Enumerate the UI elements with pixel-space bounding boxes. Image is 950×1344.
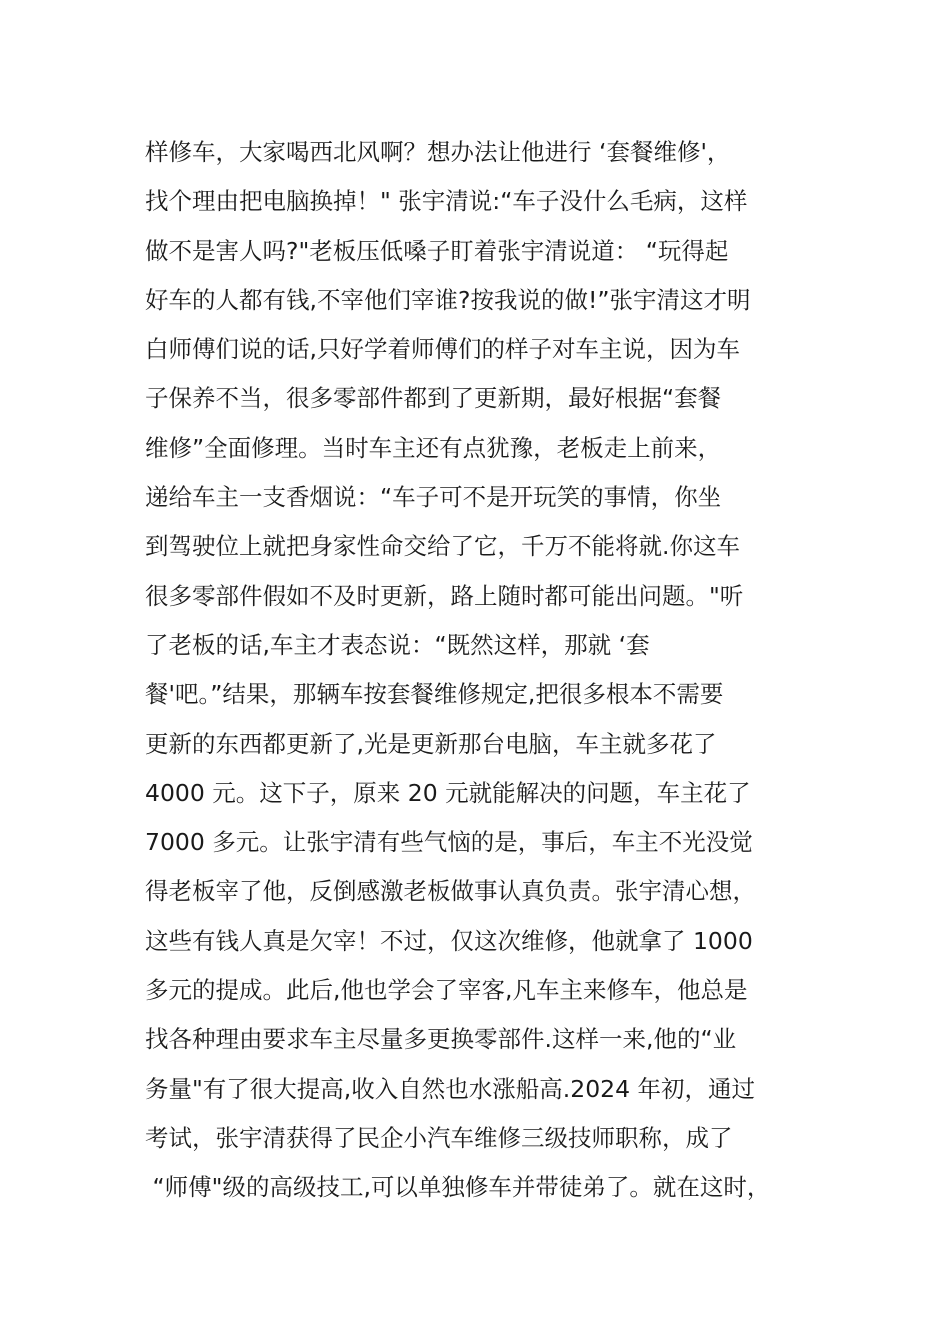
text-line: 很多零部件假如不及时更新，路上随时都可能出问题。"听 — [145, 581, 744, 610]
text-line: 维修”全面修理。当时车主还有点犹豫，老板走上前来， — [145, 433, 722, 462]
text-line: 得老板宰了他，反倒感激老板做事认真负责。张宇清心想， — [145, 877, 756, 906]
text-line: 样修车，大家喝西北风啊？想办法让他进行 ‘套餐维修'， — [145, 138, 731, 166]
text-line: 白师傅们说的话,只好学着师傅们的样子对车主说，因为车 — [145, 335, 740, 364]
text-line: 递给车主一支香烟说：“车子可不是开玩笑的事情，你坐 — [145, 483, 722, 512]
text-line: 好车的人都有钱,不宰他们宰谁?按我说的做!”张宇清这才明 — [145, 285, 751, 314]
text-line: 4000 元。这下子，原来 20 元就能解决的问题，车主花了 — [145, 778, 751, 807]
text-line: 多元的提成。此后,他也学会了宰客,凡车主来修车，他总是 — [145, 976, 748, 1005]
text-line: 找个理由把电脑换掉！" 张宇清说:“车子没什么毛病，这样 — [145, 187, 748, 216]
text-line: 更新的东西都更新了,光是更新那台电脑，车主就多花了 — [145, 729, 717, 758]
text-line: 了老板的话,车主才表态说：“既然这样，那就 ‘套 — [145, 630, 650, 659]
text-line: 子保养不当，很多零部件都到了更新期，最好根据“套餐 — [145, 384, 722, 413]
body-text — [145, 128, 825, 1213]
text-line: 到驾驶位上就把身家性命交给了它，千万不能将就.你这车 — [145, 532, 740, 561]
text-line: 这些有钱人真是欠宰！不过，仅这次维修，他就拿了 1000 — [145, 926, 753, 955]
text-line: 找各种理由要求车主尽量多更换零部件.这样一来,他的“业 — [145, 1025, 737, 1054]
text-line: “师傅"级的高级技工,可以单独修车并带徒弟了。就在这时， — [145, 1173, 771, 1202]
text-line: 餐'吧。”结果，那辆车按套餐维修规定,把很多根本不需要 — [145, 680, 724, 709]
text-line: 7000 多元。让张宇清有些气恼的是，事后，车主不光没觉 — [145, 828, 753, 857]
text-line: 做不是害人吗?"老板压低嗓子盯着张宇清说道： “玩得起 — [145, 236, 729, 265]
text-line: 考试，张宇清获得了民企小汽车维修三级技师职称，成了 — [145, 1123, 733, 1152]
text-line: 务量"有了很大提高,收入自然也水涨船高.2024 年初，通过 — [145, 1074, 756, 1103]
